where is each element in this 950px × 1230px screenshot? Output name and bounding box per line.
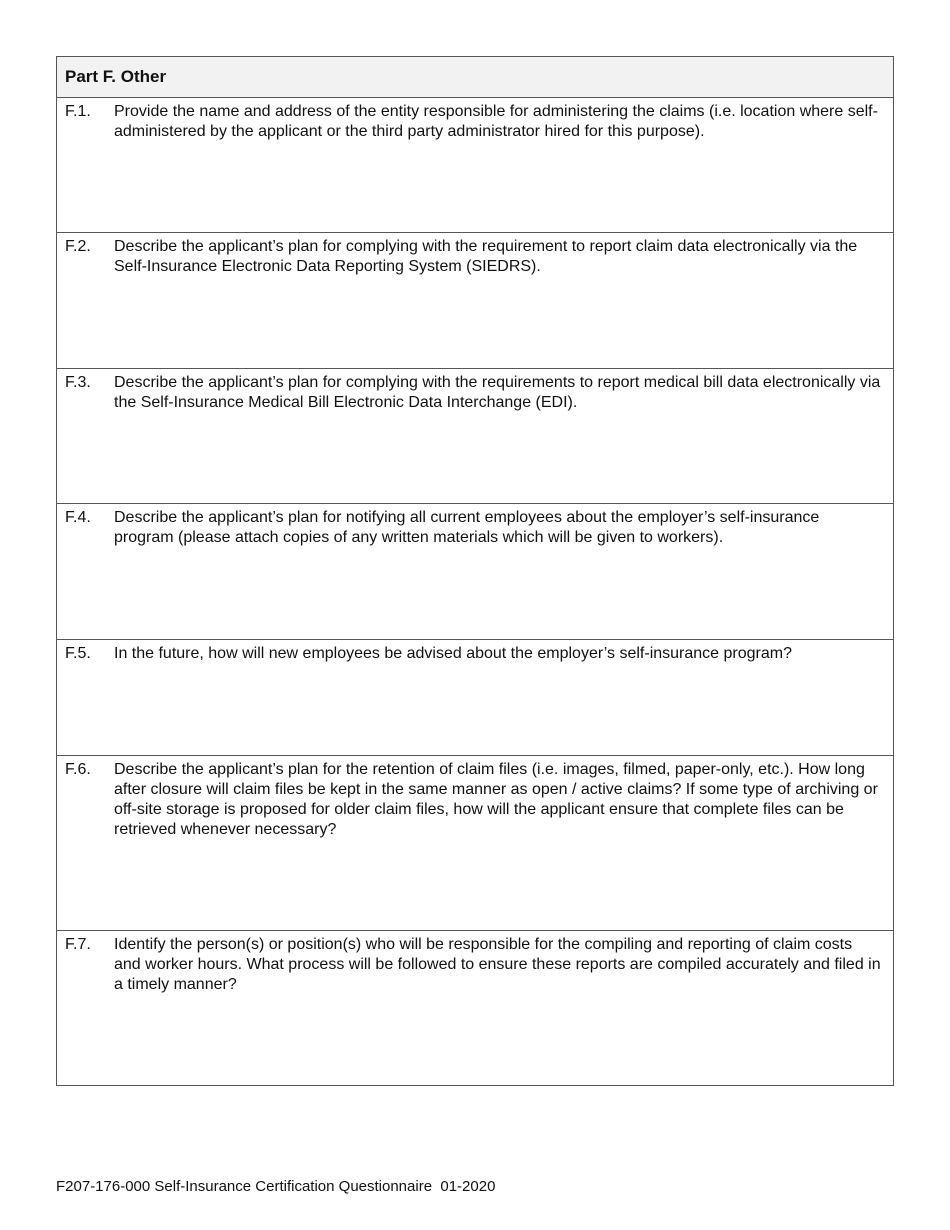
question-row-f5	[57, 640, 893, 756]
question-row-f6	[57, 756, 893, 931]
question-text: Identify the person(s) or position(s) who will be responsible for the compiling and reporting of claim costs and worker hours. What process will be followed to ensure these reports are compiled accurately and filed in a timely manner?	[114, 936, 881, 993]
question-row-f2	[57, 233, 893, 369]
question-text: In the future, how will new employees be advised about the employer’s self-insurance program?	[114, 645, 792, 662]
question-row-f1	[57, 98, 893, 233]
part-title: Part F. Other	[65, 67, 167, 86]
question-number: F.1.	[65, 103, 91, 120]
question-row-f4	[57, 504, 893, 640]
question-number: F.5.	[65, 645, 91, 662]
question-number: F.4.	[65, 509, 91, 526]
question-number: F.7.	[65, 936, 91, 953]
questionnaire-table	[56, 56, 894, 1086]
question-number: F.2.	[65, 238, 91, 255]
question-text: Describe the applicant’s plan for the retention of claim files (i.e. images, filmed, paper-only, etc.). How long after closure will claim files be kept in the same manner as open / active claims? If some type of archiving or off-site storage is proposed for older claim files, how will the applicant ensure that complete files can be retrieved whenever necessary?	[114, 761, 878, 838]
question-text: Provide the name and address of the entity responsible for administering the claims (i.e. location where self-administered by the applicant or the third party administrator hired for this purpose).	[114, 103, 878, 140]
question-number: F.6.	[65, 761, 91, 778]
question-text: Describe the applicant’s plan for notifying all current employees about the employer’s self-insurance program (please attach copies of any written materials which will be given to workers).	[114, 509, 820, 546]
form-footer: F207-176-000 Self-Insurance Certification Questionnaire 01-2020	[56, 1178, 496, 1195]
question-number: F.3.	[65, 374, 91, 391]
question-text: Describe the applicant’s plan for complying with the requirement to report claim data electronically via the Self-Insurance Electronic Data Reporting System (SIEDRS).	[114, 238, 858, 275]
question-row-f3	[57, 369, 893, 504]
question-row-f7	[57, 931, 893, 1085]
question-text: Describe the applicant’s plan for complying with the requirements to report medical bill data electronically via the Self-Insurance Medical Bill Electronic Data Interchange (EDI).	[114, 374, 881, 411]
part-header	[57, 57, 893, 98]
